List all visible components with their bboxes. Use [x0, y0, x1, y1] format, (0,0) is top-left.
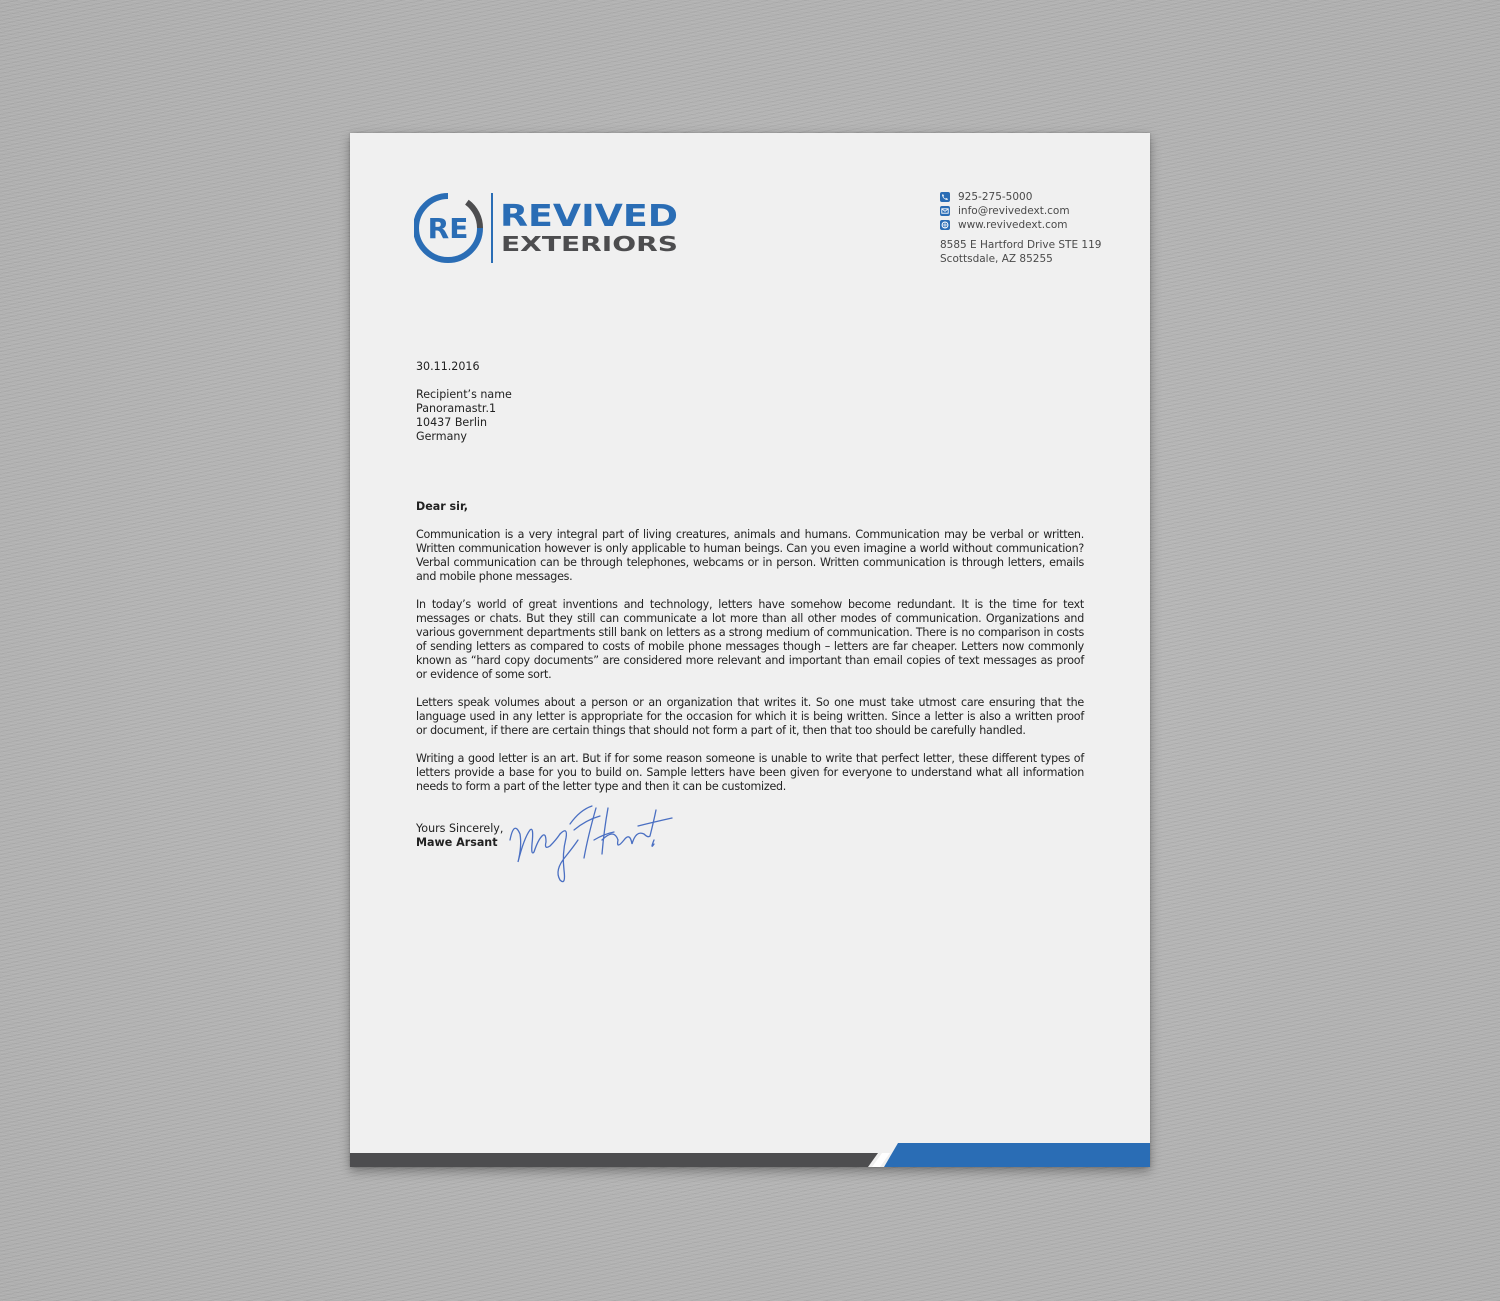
recipient-city: 10437 Berlin: [416, 416, 488, 429]
email-icon: [940, 206, 950, 216]
paragraph: Writing a good letter is an art. But if for some reason someone is unable to write that perfect letter, these different types of letters provide a base for you to build on. Sample letters have been given for everyone to understand what all information needs to form a part of the letter type and then it can be customized.: [416, 752, 1084, 793]
paragraph: Letters speak volumes about a person or an organization that writes it. So one must take utmost care ensuring that the language used in any letter is appropriate for the occasion for which it is being written. Since a letter is also a written proof or document, if there are certain things that should not form a part of it, then that too should be carefully handled.: [416, 696, 1084, 737]
phone-row: [940, 190, 1120, 204]
address-line2: Scottsdale, AZ 85255: [940, 253, 1053, 265]
recipient-street: Panoramastr.1: [416, 402, 497, 415]
signer-name: Mawe Arsant: [416, 836, 498, 849]
website-row: [940, 218, 1120, 232]
logo-line1: REVIVED: [500, 199, 678, 234]
letter-date: 30.11.2016: [416, 360, 480, 373]
paragraph: In today’s world of great inventions and technology, letters have somehow become redundant. It is the time for text messages or chats. But they still can communicate a lot more than all other modes of communication. Organizations and various government departments still bank on letters as a strong medium of communication. There is no comparison in costs of sending letters as compared to costs of mobile phone messages though – letters are far cheaper. Letters now commonly known as “hard copy documents” are considered more relevant and important than email copies of text messages as proof or evidence of some sort.: [416, 598, 1084, 681]
phone-number: 925-275-5000: [958, 191, 1033, 203]
email-link[interactable]: info@revivedext.com: [958, 205, 1070, 217]
recipient-name: Recipient’s name: [416, 388, 512, 401]
company-logo: [414, 191, 684, 266]
letterhead-page: [350, 133, 1150, 1167]
logo-line2: EXTERIORS: [501, 232, 678, 256]
email-row: [940, 204, 1120, 218]
greeting: Dear sir,: [416, 500, 469, 513]
paragraph: Communication is a very integral part of living creatures, animals and humans. Communication may be verbal or written. Written communication however is only applicable to human beings. Can you even imagine a world without communication? Verbal communication can be through telephones, webcams or in person. Written communication is through letters, emails and mobile phone messages.: [416, 528, 1084, 583]
recipient-block: [416, 388, 1084, 444]
globe-icon: [940, 220, 950, 230]
company-address: [940, 238, 1120, 266]
closing-text: Yours Sincerely,: [416, 822, 504, 835]
recipient-country: Germany: [416, 430, 467, 443]
logo-monogram: RE: [427, 212, 469, 245]
contact-block: [940, 190, 1120, 266]
closing-block: [416, 822, 1084, 902]
letter-body: [416, 360, 1084, 902]
phone-icon: [940, 192, 950, 202]
footer-stripe: [350, 1143, 1150, 1167]
address-line1: 8585 E Hartford Drive STE 119: [940, 239, 1102, 251]
website-link[interactable]: www.revivedext.com: [958, 219, 1068, 231]
handwritten-signature: [504, 800, 682, 892]
